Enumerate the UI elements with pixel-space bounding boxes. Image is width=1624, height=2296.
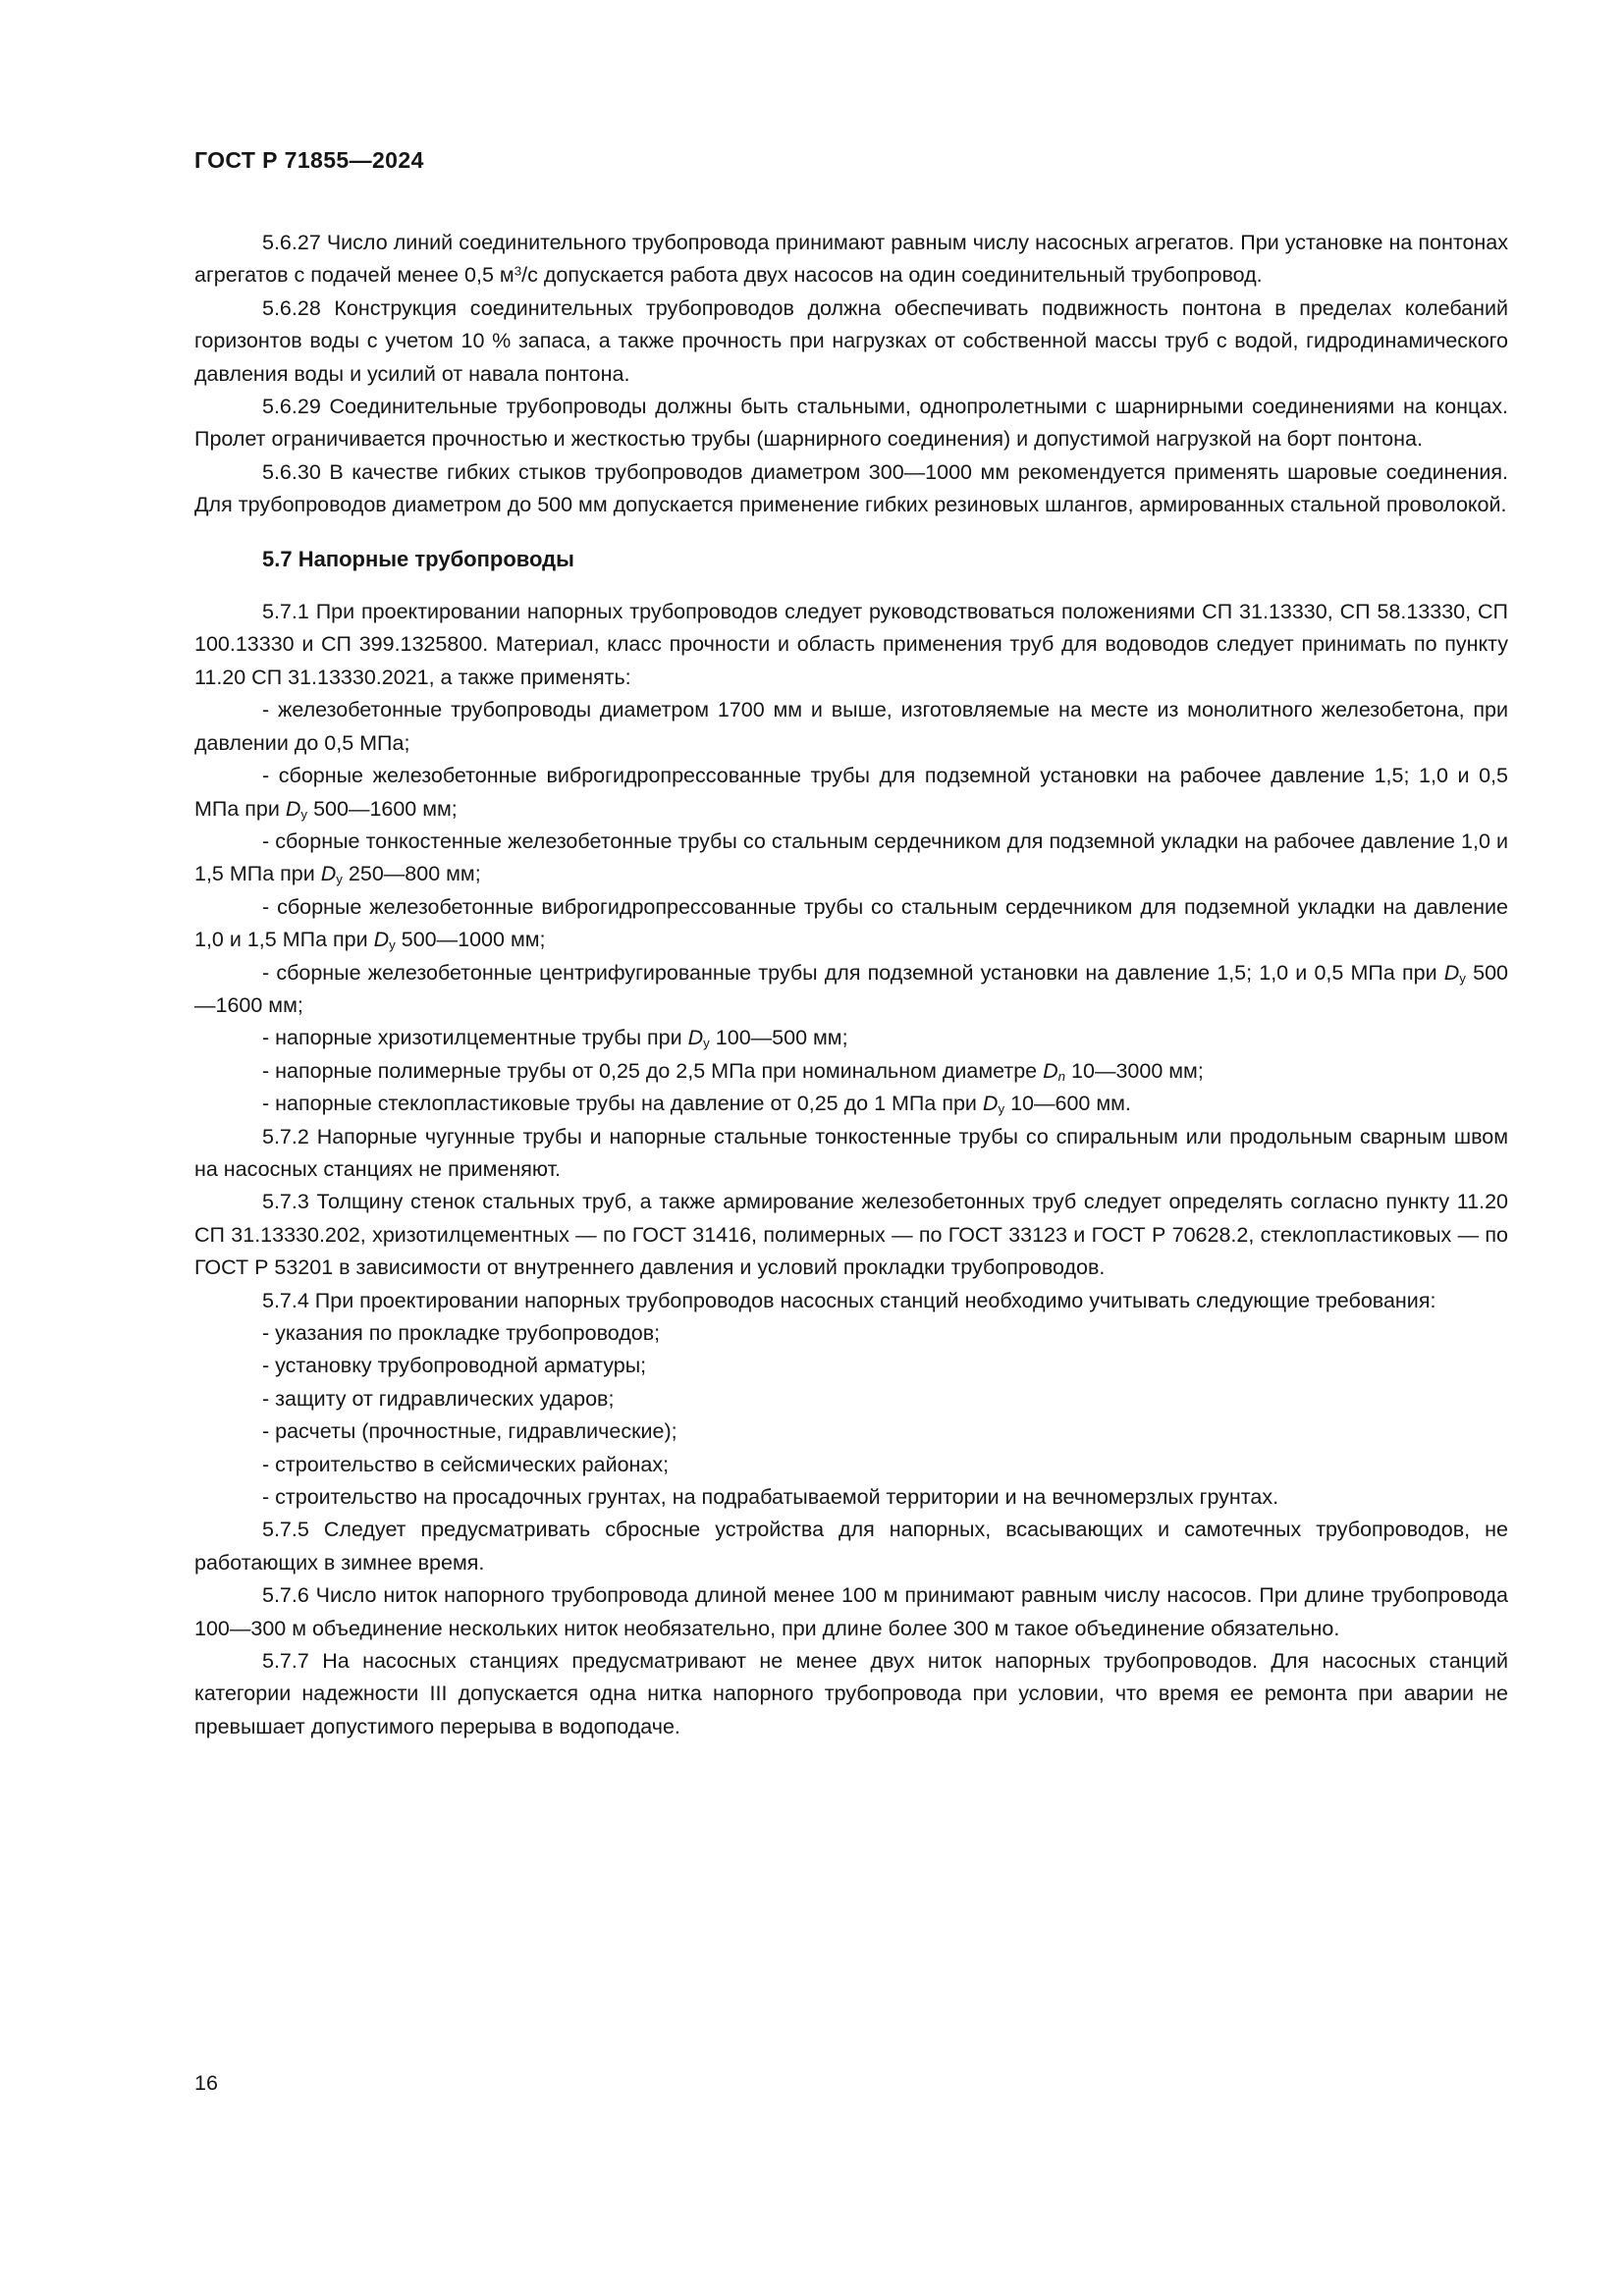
list-item: - напорные хризотилцементные трубы при $D_у$ 100—500 мм; bbox=[262, 1026, 848, 1051]
running-header: ГОСТ Р 71855—2024 bbox=[194, 147, 424, 173]
list-item: - сборные железобетонные виброгидропрессованные трубы со стальным сердечником для подземной укладки на давление 1,0 и 1,5 МПа при $D_у$ 500—1000 мм; bbox=[194, 894, 1508, 953]
paragraph: 5.6.29 Соединительные трубопроводы должны быть стальными, однопролетными с шарнирными соединениями на концах. Пролет ограничивается прочностью и жесткостью трубы (шарнирного соединения) и допустимой нагрузкой на борт понтона. bbox=[194, 395, 1508, 452]
paragraph: 5.6.28 Конструкция соединительных трубопроводов должна обеспечивать подвижность понтона в пределах колебаний горизонтов воды с учетом 10 % запаса, а также прочность при нагрузках от собственной массы труб с водой, гидродинамического давления воды и усилий от навала понтона. bbox=[194, 295, 1508, 386]
paragraph: 5.7.6 Число ниток напорного трубопровода длиной менее 100 м принимают равным числу насосов. При длине трубопровода 100—300 м объединение нескольких ниток необязательно, при длине более 300 м такое объединение обязательно. bbox=[194, 1583, 1508, 1640]
section-heading: 5.7 Напорные трубопроводы bbox=[262, 546, 574, 571]
paragraph: 5.7.5 Следует предусматривать сбросные устройства для напорных, всасывающих и самотечных трубопроводов, не работающих в зимнее время. bbox=[194, 1518, 1508, 1575]
paragraph: 5.6.30 В качестве гибких стыков трубопроводов диаметром 300—1000 мм рекомендуется применять шаровые соединения. Для трубопроводов диаметром до 500 мм допускается применение гибких резиновых шлангов, армированных стальной проволокой. bbox=[194, 459, 1508, 517]
list-item: - установку трубопроводной арматуры; bbox=[262, 1354, 647, 1378]
list-item: - напорные стеклопластиковые трубы на давление от 0,25 до 1 МПа при $D_у$ 10—600 мм. bbox=[262, 1092, 1131, 1117]
list-item: - строительство на просадочных грунтах, на подрабатываемой территории и на вечномерзлых грунтах. bbox=[262, 1485, 1279, 1510]
list-item: - строительство в сейсмических районах; bbox=[262, 1452, 670, 1476]
list-item: - указания по прокладке трубопроводов; bbox=[262, 1321, 661, 1345]
list-item: - сборные железобетонные виброгидропрессованные трубы для подземной установки на рабочее давление 1,5; 1,0 и 0,5 МПа при $D_у$ 500—1600 мм; bbox=[194, 764, 1508, 822]
paragraph: 5.7.7 На насосных станциях предусматривают не менее двух ниток напорных трубопроводов. Для насосных станций категории надежности III допускается одна нитка напорного трубопровода при условии, что время ее ремонта при аварии не превышает допустимого перерыва в водоподаче. bbox=[194, 1649, 1508, 1738]
paragraph: 5.6.27 Число линий соединительного трубопровода принимают равным числу насосных агрегатов. При установке на понтонах агрегатов с подачей менее 0,5 $м^3/с$ допускается работа двух насосов на один соединительный трубопровод. bbox=[194, 231, 1508, 288]
list-item: - сборные тонкостенные железобетонные трубы со стальным сердечником для подземной укладки на рабочее давление 1,0 и 1,5 МПа при $D_у$ 250—800 мм; bbox=[194, 828, 1508, 887]
paragraph: 5.7.3 Толщину стенок стальных труб, а также армирование железобетонных труб следует определять согласно пункту 11.20 СП 31.13330.202, хризотилцементных — по ГОСТ 31416, полимерных — по ГОСТ 33123 и ГОСТ Р 70628.2, стеклопластиковых — по ГОСТ Р 53201 в зависимости от внутреннего давления и условий прокладки трубопроводов. bbox=[194, 1190, 1508, 1280]
paragraph: 5.7.1 При проектировании напорных трубопроводов следует руководствоваться положениями СП 31.13330, СП 58.13330, СП 100.13330 и СП 399.1325800. Материал, класс прочности и область применения труб для водоводов следует принимать по пункту 11.20 СП 31.13330.2021, а также применять: bbox=[194, 600, 1508, 689]
paragraph: 5.7.4 При проектировании напорных трубопроводов насосных станций необходимо учитывать следующие требования: bbox=[262, 1288, 1436, 1312]
list-item: - железобетонные трубопроводы диаметром 1700 мм и выше, изготовляемые на месте из монолитного железобетона, при давлении до 0,5 МПа; bbox=[194, 698, 1508, 755]
list-item: - защиту от гидравлических ударов; bbox=[262, 1386, 615, 1411]
list-item: - напорные полимерные трубы от 0,25 до 2,5 МПа при номинальном диаметре $D_n$ 10—3000 мм; bbox=[262, 1058, 1204, 1084]
paragraph: 5.7.2 Напорные чугунные трубы и напорные стальные тонкостенные трубы со спиральным или продольным сварным швом на насосных станциях не применяют. bbox=[194, 1124, 1508, 1181]
page-number: 16 bbox=[194, 2071, 218, 2095]
list-item: - сборные железобетонные центрифугированные трубы для подземной установки на давление 1,5; 1,0 и 0,5 МПа при $D_у$ 500—1600 мм; bbox=[194, 960, 1508, 1017]
document-body bbox=[194, 227, 1508, 1743]
list-item: - расчеты (прочностные, гидравлические); bbox=[262, 1419, 677, 1444]
